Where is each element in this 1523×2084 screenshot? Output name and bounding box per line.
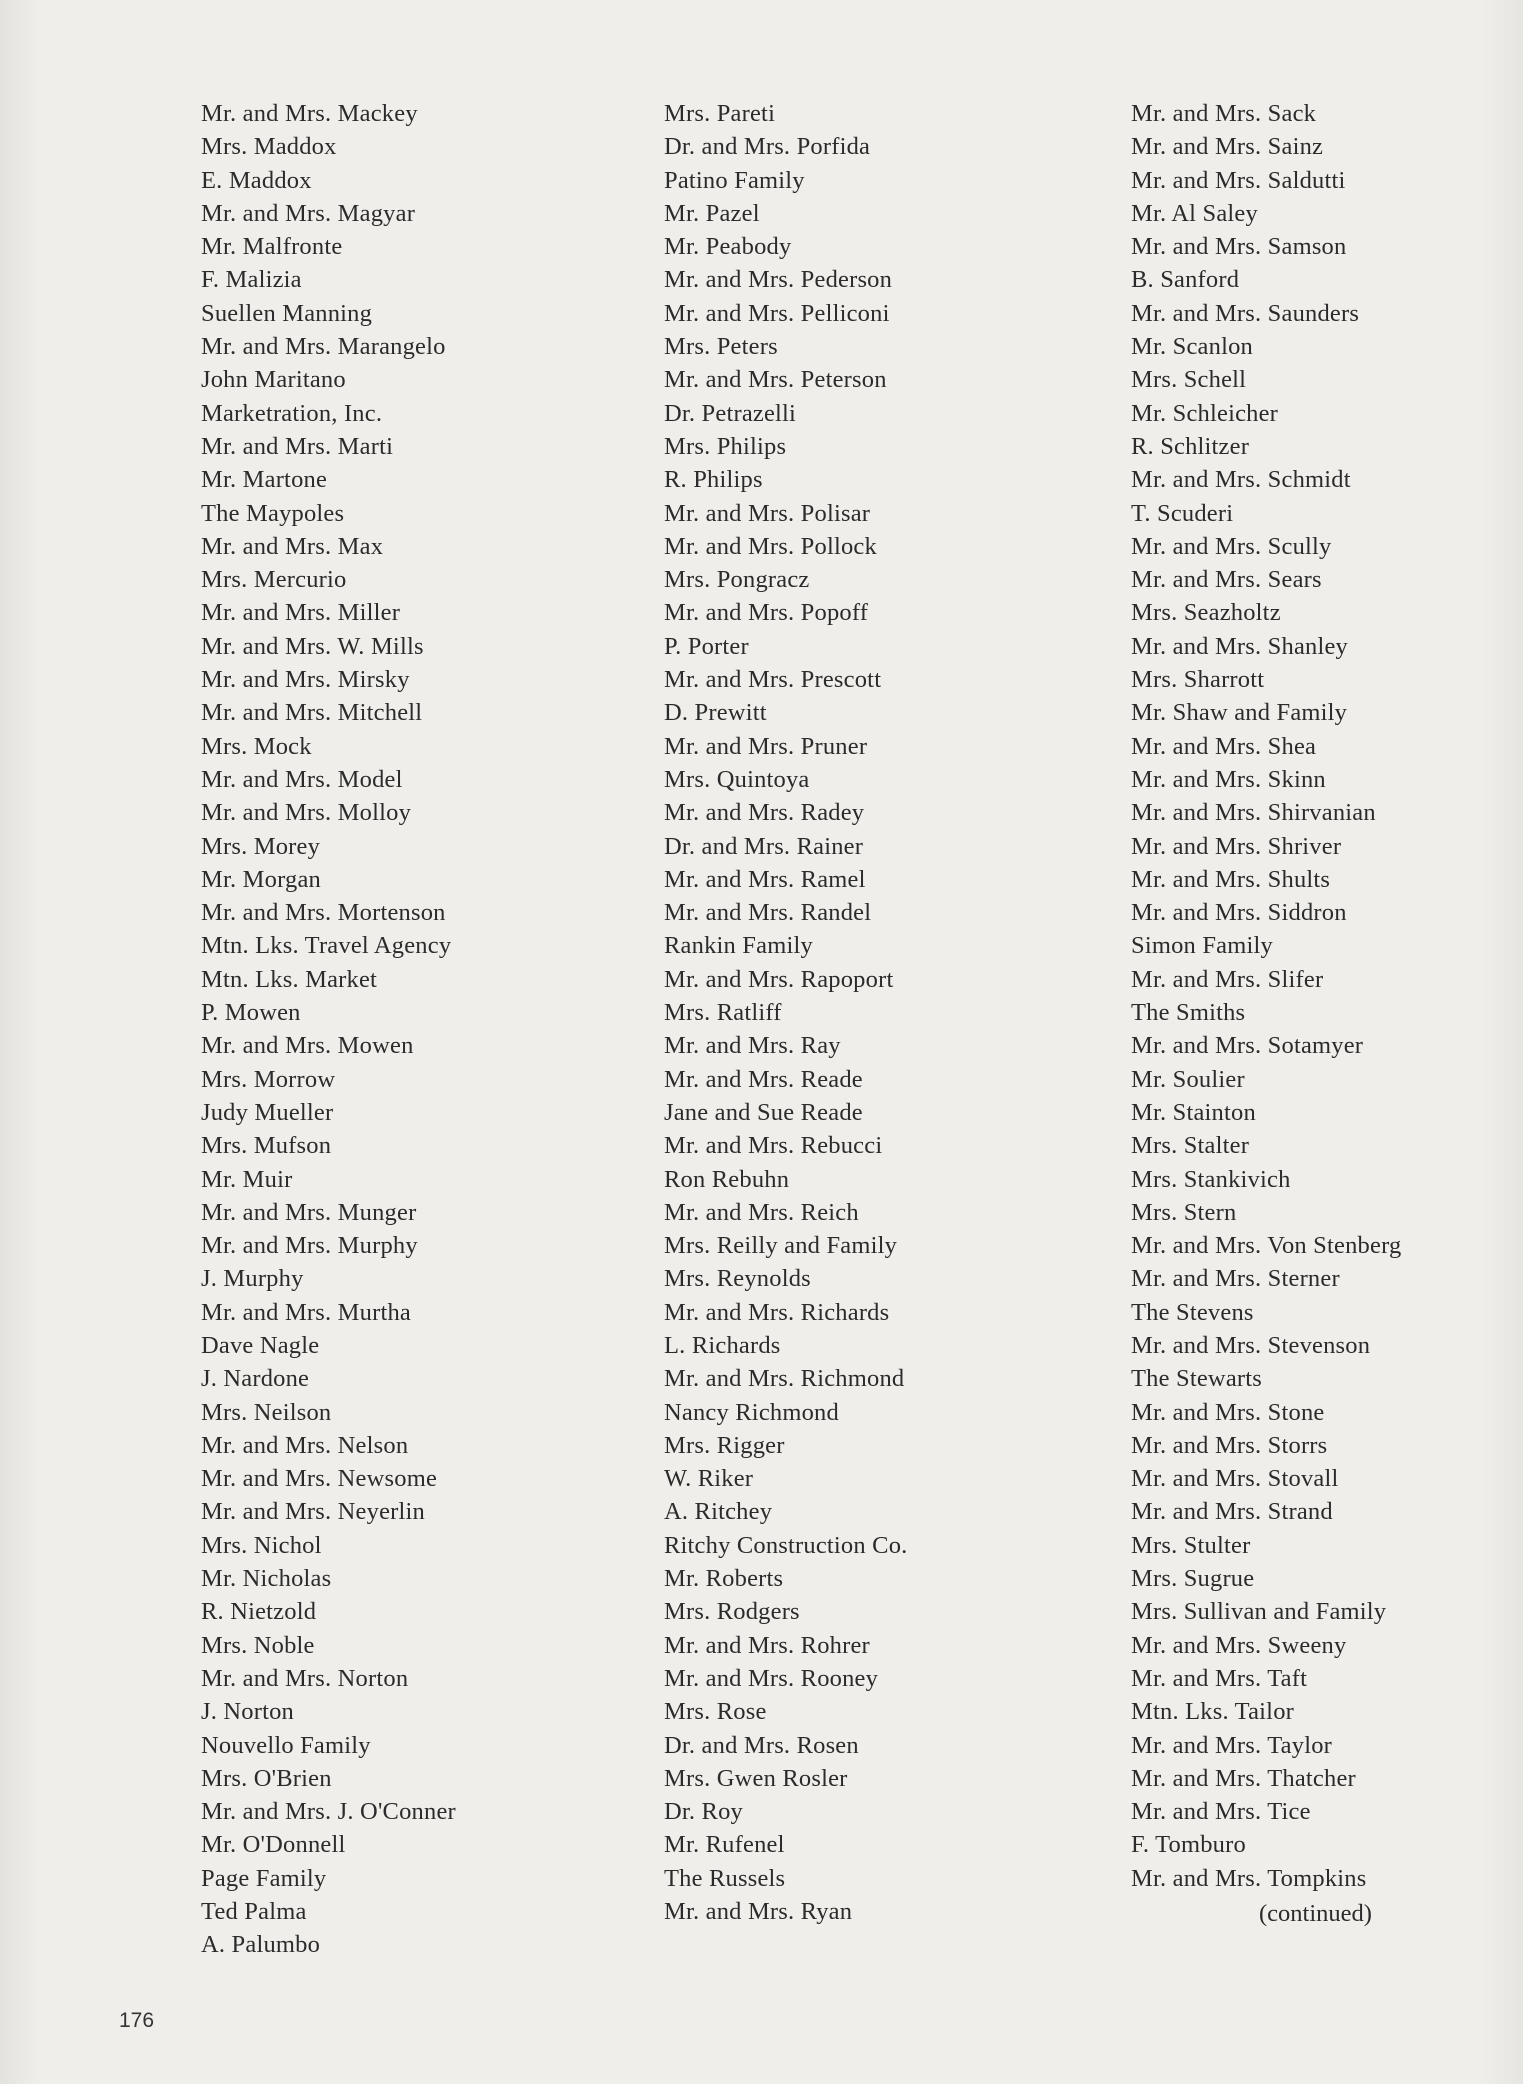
name-entry: L. Richards [664,1331,781,1359]
name-entry: Ron Rebuhn [664,1165,790,1193]
name-entry: Mr. and Mrs. Sweeny [1131,1631,1347,1659]
name-entry: Mr. Stainton [1131,1098,1256,1126]
name-entry: Mr. and Mrs. Ryan [664,1898,853,1926]
name-entry: Mr. Soulier [1131,1065,1245,1093]
name-entry: F. Tomburo [1131,1831,1246,1859]
name-entry: Mr. and Mrs. Reade [664,1065,863,1093]
name-entry: Mr. and Mrs. Model [201,765,403,793]
name-entry: Mr. Muir [201,1165,293,1193]
name-entry: Suellen Manning [201,299,373,327]
name-entry: Ted Palma [201,1898,307,1926]
name-entry: Mr. and Mrs. Sotamyer [1131,1032,1364,1060]
name-entry: Mr. and Mrs. Sterner [1131,1265,1340,1293]
name-entry: Mrs. Morey [201,832,321,860]
name-entry: P. Mowen [201,999,301,1027]
name-entry: Mr. and Mrs. Pederson [664,266,893,294]
name-entry: R. Schlitzer [1131,432,1250,460]
name-entry: Mr. and Mrs. Radey [664,799,865,827]
name-entry: E. Maddox [201,166,312,194]
name-entry: Mr. and Mrs. Rohrer [664,1631,870,1659]
name-entry: Mrs. Rose [664,1698,767,1726]
name-entry: Mr. and Mrs. Skinn [1131,765,1326,793]
name-entry: Nancy Richmond [664,1398,839,1426]
name-entry: Mr. and Mrs. Shea [1131,732,1317,760]
name-entry: Mr. and Mrs. Thatcher [1131,1764,1356,1792]
name-entry: F. Malizia [201,266,302,294]
name-entry: Mr. and Mrs. Nelson [201,1431,409,1459]
name-entry: Mrs. Sugrue [1131,1565,1255,1593]
name-entry: Mr. and Mrs. Pollock [664,532,877,560]
name-entry: Mr. and Mrs. Mackey [201,100,418,127]
name-entry: Mr. and Mrs. Magyar [201,199,416,227]
name-entry: Mr. Scanlon [1131,333,1253,361]
name-column-3 [1131,97,1516,1895]
name-entry: John Maritano [201,366,346,394]
name-entry: Page Family [201,1864,327,1892]
name-entry: Mr. and Mrs. Polisar [664,499,871,527]
name-entry: Mr. and Mrs. Tice [1131,1798,1311,1826]
name-entry: P. Porter [664,632,749,660]
name-entry: Mr. and Mrs. Pelliconi [664,299,890,327]
name-entry: A. Palumbo [201,1931,321,1959]
name-entry: Mr. and Mrs. Shanley [1131,632,1348,660]
name-entry: Mr. Malfronte [201,233,343,261]
name-entry: Mrs. Seazholtz [1131,599,1281,627]
name-entry: Mrs. Reilly and Family [664,1232,898,1260]
name-entry: Simon Family [1131,932,1273,960]
name-entry: Mr. and Mrs. Reich [664,1198,859,1226]
name-entry: Mr. and Mrs. W. Mills [201,632,424,660]
continued-note: (continued) [1259,1900,1372,1927]
name-entry: Mtn. Lks. Travel Agency [201,932,452,960]
name-entry: Mr. and Mrs. Pruner [664,732,868,760]
name-entry: Mr. and Mrs. Siddron [1131,899,1347,927]
name-entry: Mrs. Nichol [201,1531,322,1559]
name-entry: Mr. and Mrs. Saunders [1131,299,1360,327]
name-entry: Mr. and Mrs. Randel [664,899,872,927]
name-entry: Mr. and Mrs. Sears [1131,566,1322,594]
name-entry: Mr. and Mrs. Saldutti [1131,166,1346,194]
name-entry: Mr. and Mrs. Popoff [664,599,869,627]
name-entry: Mr. and Mrs. Rapoport [664,965,894,993]
name-entry: Mr. and Mrs. Mitchell [201,699,423,727]
name-entry: Mr. and Mrs. Munger [201,1198,417,1226]
name-entry: Mrs. Pareti [664,100,776,127]
name-entry: Mr. and Mrs. Rooney [664,1664,879,1692]
name-entry: Mrs. Schell [1131,366,1247,394]
name-entry: Mrs. Stulter [1131,1531,1251,1559]
name-entry: Patino Family [664,166,805,194]
name-entry: Mr. and Mrs. Peterson [664,366,887,394]
name-entry: Mr. and Mrs. Max [201,532,384,560]
name-entry: J. Murphy [201,1265,304,1293]
name-entry: Dr. and Mrs. Rainer [664,832,864,860]
name-entry: Mrs. Sharrott [1131,666,1265,694]
name-entry: W. Riker [664,1465,754,1493]
name-entry: Mr. and Mrs. Stevenson [1131,1331,1371,1359]
name-entry: Mr. and Mrs. Scully [1131,532,1332,560]
name-entry: The Smiths [1131,999,1246,1027]
name-entry: Mrs. Peters [664,333,778,361]
name-entry: Mr. and Mrs. Shults [1131,865,1331,893]
name-entry: Mrs. O'Brien [201,1764,332,1792]
name-entry: B. Sanford [1131,266,1240,294]
name-entry: The Stewarts [1131,1365,1262,1393]
name-entry: Mrs. Pongracz [664,566,810,594]
name-entry: Mr. and Mrs. Tompkins [1131,1864,1367,1892]
name-entry: Mrs. Rodgers [664,1598,800,1626]
name-entry: Mr. and Mrs. Samson [1131,233,1347,261]
name-entry: Mr. and Mrs. Stovall [1131,1465,1339,1493]
name-column-2 [664,97,1104,1928]
name-entry: Mr. and Mrs. Schmidt [1131,466,1351,494]
name-entry: Mrs. Philips [664,432,787,460]
name-entry: Mr. Morgan [201,865,321,893]
name-entry: Mr. and Mrs. Sack [1131,100,1317,127]
name-entry: Mr. and Mrs. Marangelo [201,333,446,361]
name-entry: Dr. Roy [664,1798,743,1826]
name-entry: J. Nardone [201,1365,310,1393]
name-entry: Mr. and Mrs. Mirsky [201,666,410,694]
name-entry: Mrs. Quintoya [664,765,810,793]
name-entry: Mrs. Mercurio [201,566,347,594]
name-entry: Mr. and Mrs. Molloy [201,799,412,827]
name-entry: A. Ritchey [664,1498,773,1526]
name-entry: Marketration, Inc. [201,399,383,427]
name-entry: Mr. and Mrs. Richards [664,1298,890,1326]
name-entry: Mr. and Mrs. Murtha [201,1298,411,1326]
name-entry: Mr. and Mrs. Shirvanian [1131,799,1376,827]
name-entry: Judy Mueller [201,1098,334,1126]
name-entry: Mrs. Stalter [1131,1132,1250,1160]
name-entry: Mr. and Mrs. Shriver [1131,832,1342,860]
name-entry: Rankin Family [664,932,813,960]
name-entry: Mr. and Mrs. Mowen [201,1032,414,1060]
name-entry: Mr. and Mrs. Stone [1131,1398,1325,1426]
page-number: 176 [119,2009,155,2032]
name-entry: Mrs. Maddox [201,133,337,161]
name-entry: Dr. and Mrs. Porfida [664,133,871,161]
name-entry: R. Nietzold [201,1598,317,1626]
name-entry: Mr. and Mrs. Von Stenberg [1131,1232,1402,1260]
name-entry: Jane and Sue Reade [664,1098,863,1126]
name-entry: Mr. and Mrs. Mortenson [201,899,446,927]
name-entry: Mr. Shaw and Family [1131,699,1348,727]
name-entry: Mr. and Mrs. Sainz [1131,133,1324,161]
name-entry: Mrs. Neilson [201,1398,332,1426]
name-entry: T. Scuderi [1131,499,1234,527]
name-entry: R. Philips [664,466,763,494]
name-entry: Mrs. Stankivich [1131,1165,1291,1193]
name-entry: Mrs. Sullivan and Family [1131,1598,1387,1626]
name-entry: Mr. and Mrs. Richmond [664,1365,905,1393]
name-entry: Mrs. Noble [201,1631,315,1659]
name-entry: Mtn. Lks. Market [201,965,378,993]
name-entry: Dr. Petrazelli [664,399,797,427]
name-entry: Ritchy Construction Co. [664,1531,908,1559]
name-entry: Mrs. Stern [1131,1198,1237,1226]
name-entry: Mr. and Mrs. Miller [201,599,401,627]
name-entry: Mr. and Mrs. Newsome [201,1465,438,1493]
name-entry: Mrs. Mock [201,732,312,760]
name-entry: The Stevens [1131,1298,1254,1326]
name-entry: Mrs. Morrow [201,1065,336,1093]
name-entry: Mr. Rufenel [664,1831,785,1859]
name-entry: Dr. and Mrs. Rosen [664,1731,859,1759]
name-entry: Mr. Peabody [664,233,792,261]
name-entry: Mr. and Mrs. Ray [664,1032,841,1060]
name-entry: Mr. and Mrs. J. O'Conner [201,1798,456,1826]
name-entry: Mr. Roberts [664,1565,784,1593]
name-entry: Mr. and Mrs. Strand [1131,1498,1333,1526]
name-entry: Mr. Martone [201,466,328,494]
name-entry: D. Prewitt [664,699,767,727]
name-entry: Mr. Al Saley [1131,199,1258,227]
name-entry: Mr. and Mrs. Prescott [664,666,882,694]
name-entry: Mtn. Lks. Tailor [1131,1698,1295,1726]
name-entry: Mrs. Mufson [201,1132,332,1160]
name-entry: J. Norton [201,1698,294,1726]
name-entry: Mr. and Mrs. Ramel [664,865,866,893]
name-entry: Dave Nagle [201,1331,320,1359]
name-entry: Mr. and Mrs. Storrs [1131,1431,1328,1459]
name-entry: Mr. Nicholas [201,1565,332,1593]
name-entry: Mrs. Reynolds [664,1265,811,1293]
name-entry: Mrs. Ratliff [664,999,782,1027]
name-entry: Mr. and Mrs. Taylor [1131,1731,1333,1759]
name-entry: Mr. and Mrs. Neyerlin [201,1498,425,1526]
name-entry: The Maypoles [201,499,345,527]
name-entry: Nouvello Family [201,1731,371,1759]
name-entry: Mrs. Gwen Rosler [664,1764,848,1792]
name-entry: Mr. and Mrs. Marti [201,432,394,460]
name-column-1 [201,97,641,1962]
name-entry: Mr. Schleicher [1131,399,1279,427]
name-entry: Mr. Pazel [664,199,760,227]
name-entry: Mrs. Rigger [664,1431,785,1459]
name-entry: Mr. and Mrs. Murphy [201,1232,418,1260]
name-entry: Mr. and Mrs. Taft [1131,1664,1308,1692]
name-entry: Mr. and Mrs. Rebucci [664,1132,883,1160]
name-entry: The Russels [664,1864,786,1892]
name-entry: Mr. and Mrs. Slifer [1131,965,1324,993]
name-entry: Mr. and Mrs. Norton [201,1664,409,1692]
name-entry: Mr. O'Donnell [201,1831,346,1859]
